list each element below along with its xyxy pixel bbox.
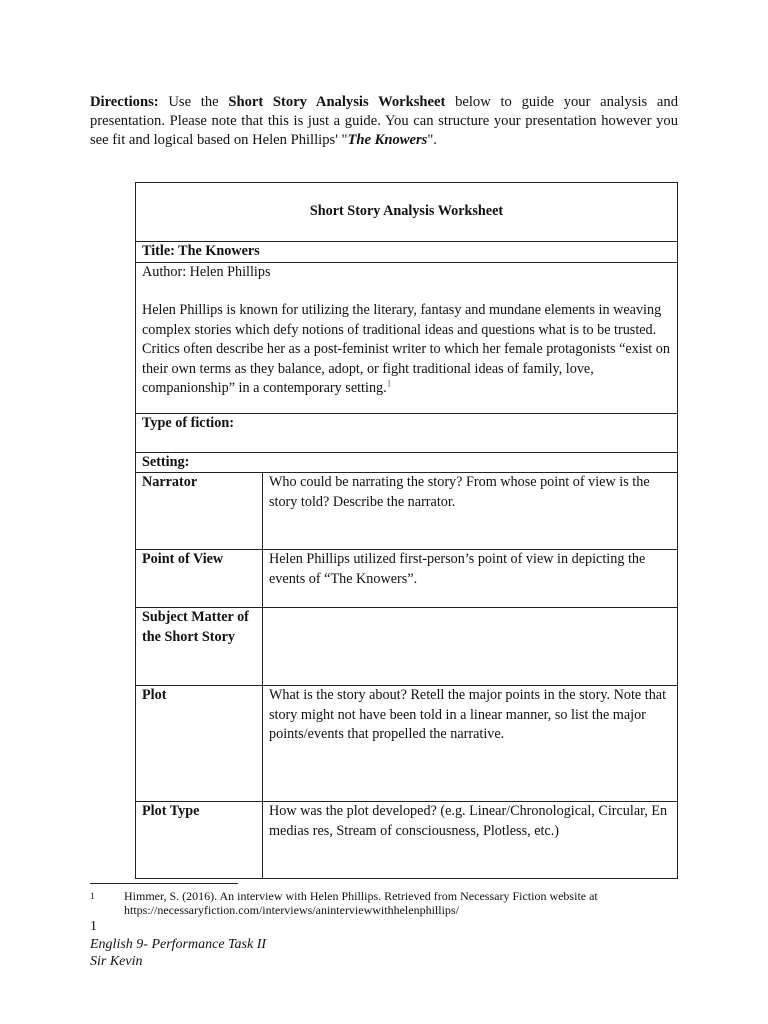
footnote-reference: 1 xyxy=(386,378,392,389)
subject-matter-label: Subject Matter of the Short Story xyxy=(136,608,263,686)
narrator-text: Who could be narrating the story? From whose point of view is the story told? Describe the narrator. xyxy=(263,473,678,550)
footnote-text: Himmer, S. (2016). An interview with Helen Phillips. Retrieved from Necessary Fiction website at xyxy=(124,889,598,903)
footer-teacher: Sir Kevin xyxy=(90,954,143,969)
worksheet-title-row: Title: The Knowers xyxy=(136,242,678,263)
setting-row: Setting: xyxy=(136,452,678,473)
footnote-url: https://necessaryfiction.com/interviews/aninterviewwithhelenphillips/ xyxy=(124,903,459,917)
author-intro-cell xyxy=(136,262,678,413)
author-line: Author: Helen Phillips xyxy=(142,263,271,280)
subject-matter-text xyxy=(263,608,678,686)
narrator-label: Narrator xyxy=(136,473,263,550)
point-of-view-text: Helen Phillips utilized first-person’s point of view in depicting the events of “The Knowers”. xyxy=(263,550,678,608)
type-of-fiction-row: Type of fiction: xyxy=(136,413,678,452)
footnote-divider xyxy=(90,883,238,884)
directions-text-3: ". xyxy=(427,132,437,148)
plot-type-text: How was the plot developed? (e.g. Linear/Chronological, Circular, En medias res, Stream of consciousness, Plotless, etc.) xyxy=(263,802,678,879)
directions-text-1: Use the xyxy=(158,94,229,110)
footnote xyxy=(90,888,678,918)
worksheet-heading: Short Story Analysis Worksheet xyxy=(136,183,678,242)
worksheet-table xyxy=(135,182,678,879)
directions-story-title: The Knowers xyxy=(347,132,428,148)
plot-text: What is the story about? Retell the major points in the story. Note that story might not have been told in a linear manner, so list the major points/events that propelled the narrative. xyxy=(263,686,678,802)
footer-course: English 9- Performance Task II xyxy=(90,937,267,952)
directions-label: Directions: xyxy=(90,94,159,110)
directions-worksheet-name: Short Story Analysis Worksheet xyxy=(228,94,446,110)
plot-label: Plot xyxy=(136,686,263,802)
directions-text-2: below to guide your analysis and presentation. Please note that this is just a guide. You can structure your presentation however you see fit and logical based on Helen Phillips' " xyxy=(90,94,678,148)
plot-type-label: Plot Type xyxy=(136,802,263,879)
footnote-number: 1 xyxy=(90,891,95,901)
directions-paragraph xyxy=(90,93,678,150)
author-intro-text: Helen Phillips is known for utilizing the literary, fantasy and mundane elements in weaving complex stories which defy notions of traditional ideas and questions what is to be trusted. Critics often describe her as a post-feminist writer to which her female protagonists “exist on their own terms as they balance, adopt, or fight traditional ideas of family, love, companionship” in a contemporary setting. xyxy=(142,302,670,396)
page-number: 1 xyxy=(90,919,97,934)
point-of-view-label: Point of View xyxy=(136,550,263,608)
author-intro-paragraph xyxy=(142,301,671,399)
page-footer xyxy=(90,936,266,970)
